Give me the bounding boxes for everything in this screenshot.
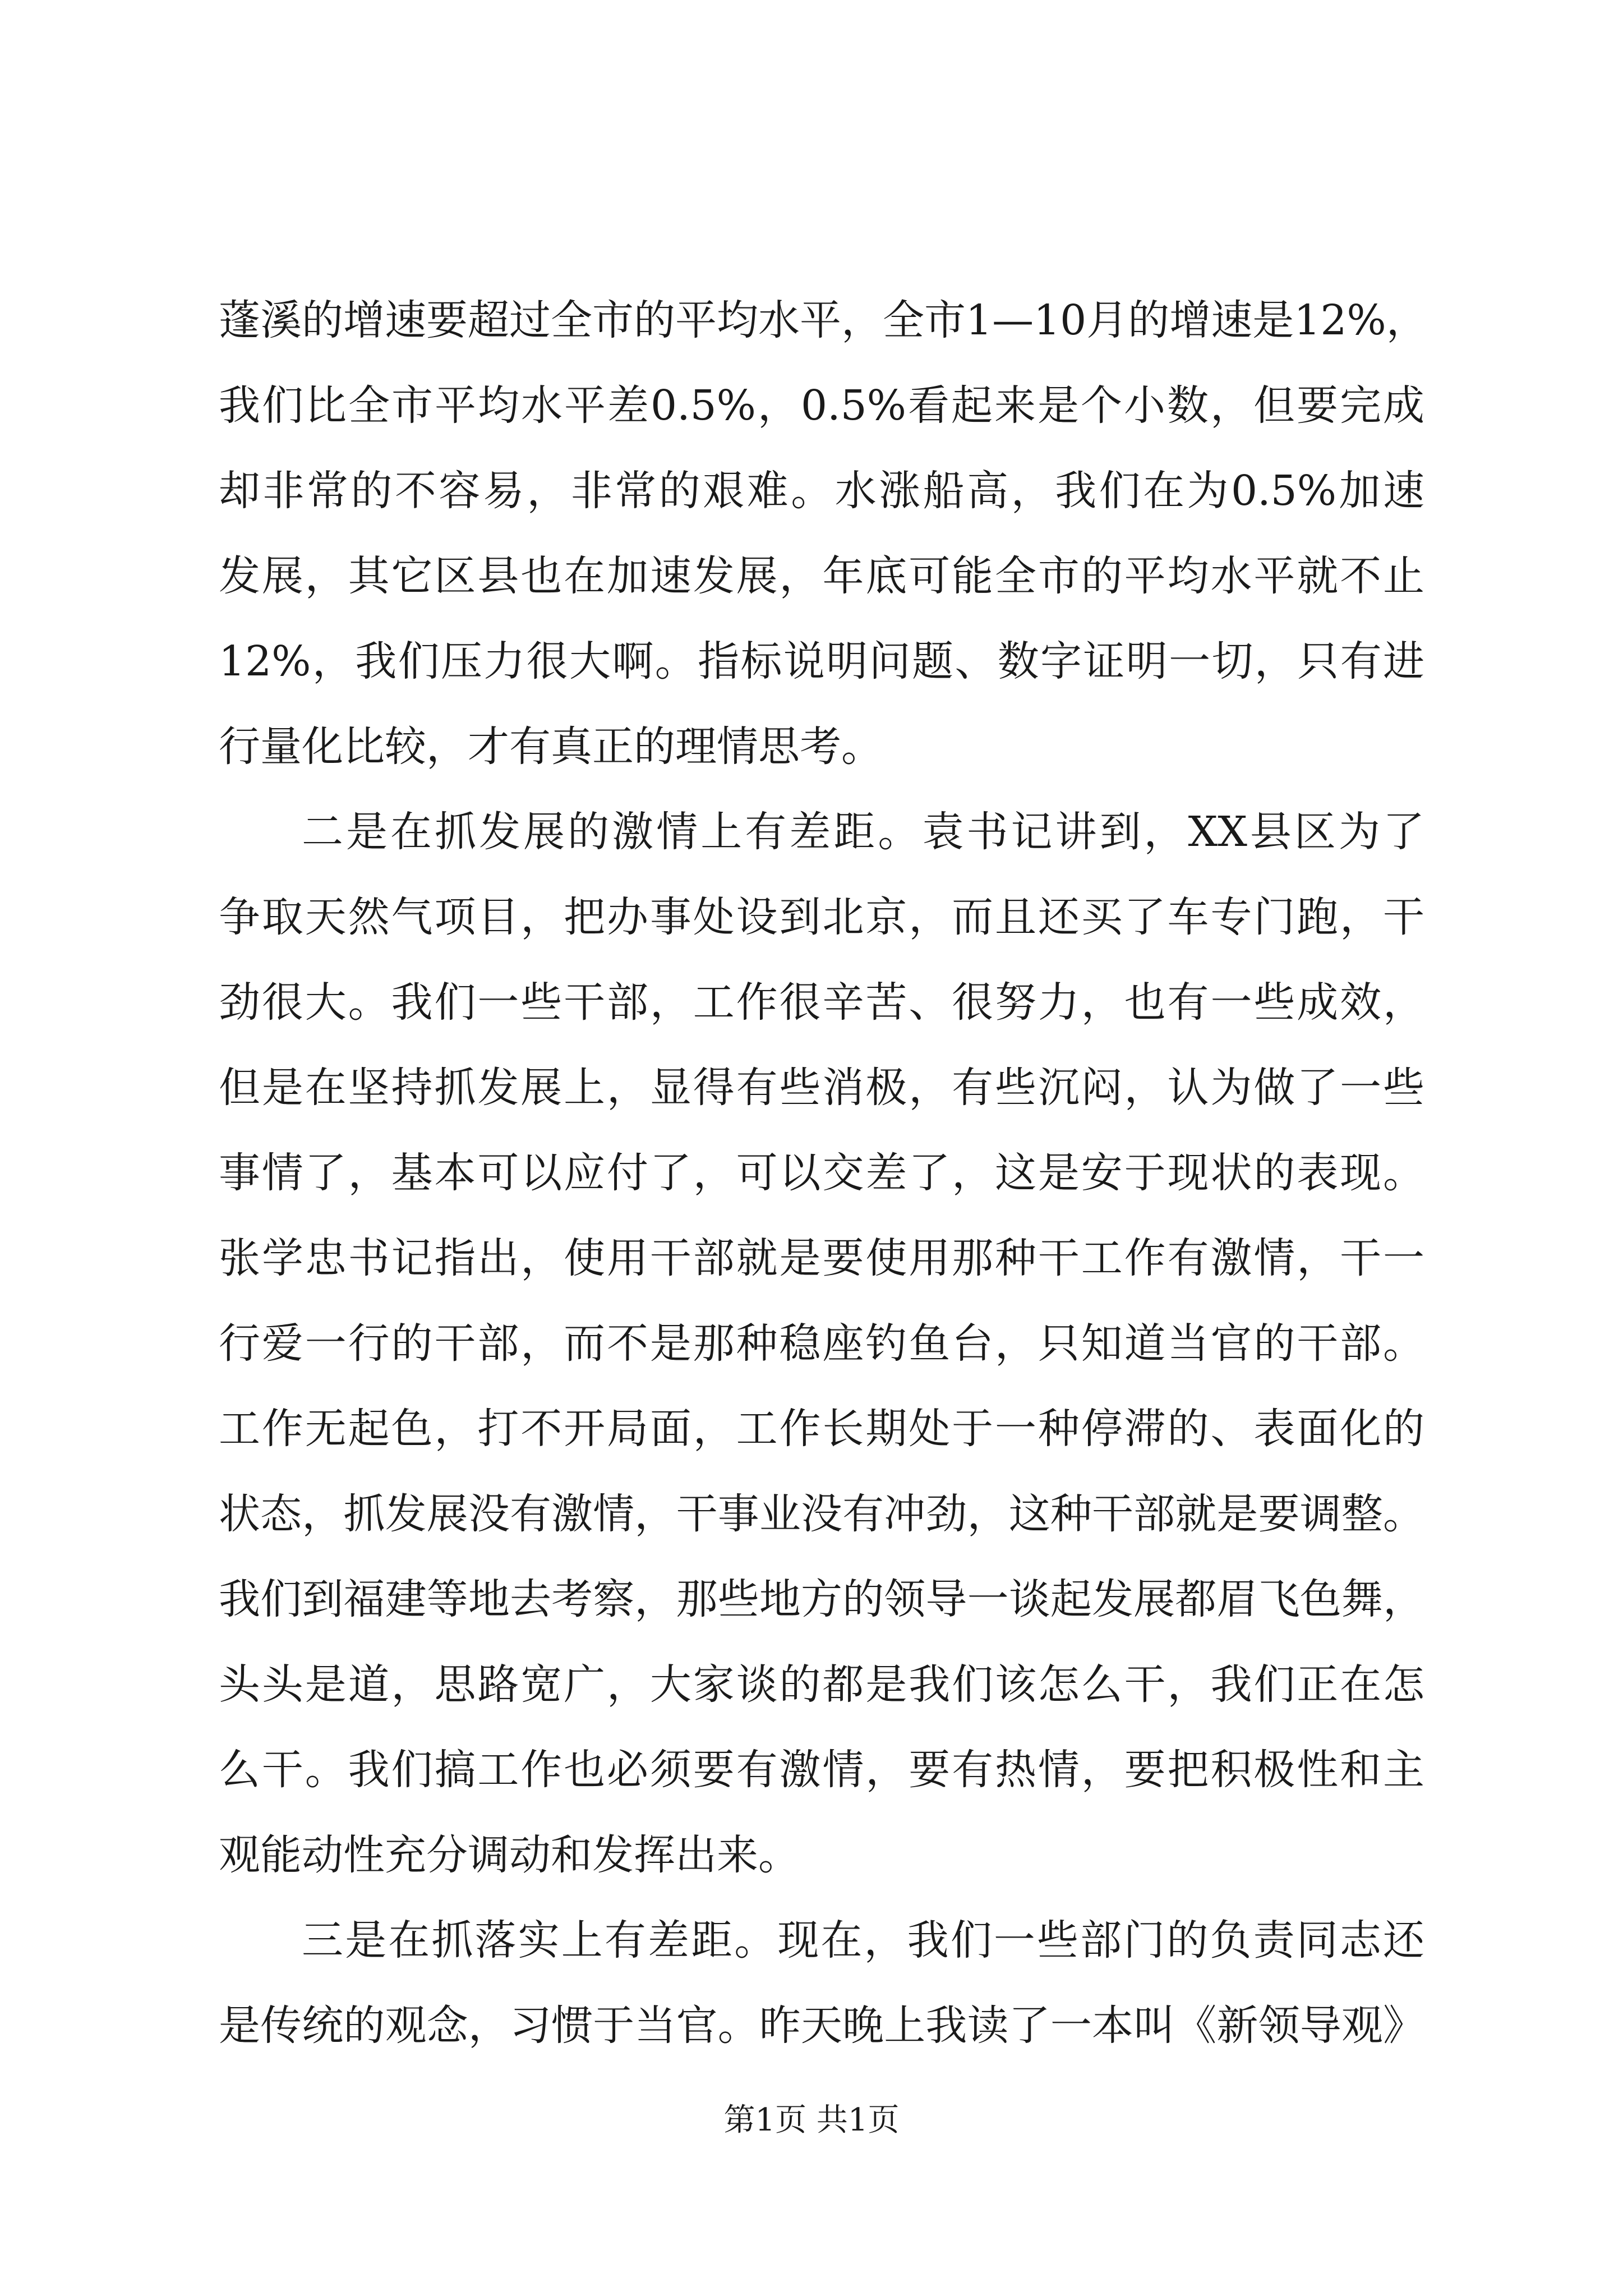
text-line-11: 事情了，基本可以应付了，可以交差了，这是安于现状的表现。	[219, 1149, 1424, 1197]
page-number: 第1页 共1页	[723, 2102, 900, 2138]
text-line-13: 行爱一行的干部，而不是那种稳座钓鱼台，只知道当官的干部。	[219, 1319, 1424, 1368]
page-footer	[0, 2101, 1623, 2140]
text-line-20: 三是在抓落实上有差距。现在，我们一些部门的负责同志还	[302, 1916, 1424, 1964]
text-line-16: 我们到福建等地去考察，那些地方的领导一谈起发展都眉飞色舞，	[219, 1575, 1424, 1623]
text-line-21: 是传统的观念，习惯于当官。昨天晚上我读了一本叫《新领导观》	[219, 2001, 1424, 2050]
text-line-9: 劲很大。我们一些干部，工作很辛苦、很努力，也有一些成效，	[219, 978, 1424, 1027]
text-line-7: 二是在抓发展的激情上有差距。袁书记讲到，XX县区为了	[302, 808, 1424, 856]
text-line-4: 发展，其它区县也在加速发展，年底可能全市的平均水平就不止	[219, 552, 1424, 600]
text-line-19: 观能动性充分调动和发挥出来。	[219, 1831, 800, 1879]
text-line-2: 我们比全市平均水平差0.5%，0.5%看起来是个小数，但要完成	[219, 381, 1424, 430]
text-line-6: 行量化比较，才有真正的理情思考。	[219, 723, 883, 771]
text-line-3: 却非常的不容易，非常的艰难。水涨船高，我们在为0.5%加速	[219, 467, 1424, 515]
text-line-1: 蓬溪的增速要超过全市的平均水平，全市1—10月的增速是12%，	[219, 296, 1428, 344]
text-line-17: 头头是道，思路宽广，大家谈的都是我们该怎么干，我们正在怎	[219, 1660, 1424, 1709]
text-line-12: 张学忠书记指出，使用干部就是要使用那种干工作有激情，干一	[219, 1234, 1424, 1282]
text-line-5: 12%，我们压力很大啊。指标说明问题、数字证明一切，只有进	[219, 637, 1424, 685]
text-line-8: 争取天然气项目，把办事处设到北京，而且还买了车专门跑，干	[219, 893, 1424, 941]
body-text	[219, 278, 1428, 2068]
text-line-10: 但是在坚持抓发展上，显得有些消极，有些沉闷，认为做了一些	[219, 1064, 1424, 1112]
text-line-18: 么干。我们搞工作也必须要有激情，要有热情，要把积极性和主	[219, 1746, 1424, 1794]
text-line-14: 工作无起色，打不开局面，工作长期处于一种停滞的、表面化的	[219, 1405, 1424, 1453]
text-line-15: 状态，抓发展没有激情，干事业没有冲劲，这种干部就是要调整。	[219, 1490, 1424, 1538]
